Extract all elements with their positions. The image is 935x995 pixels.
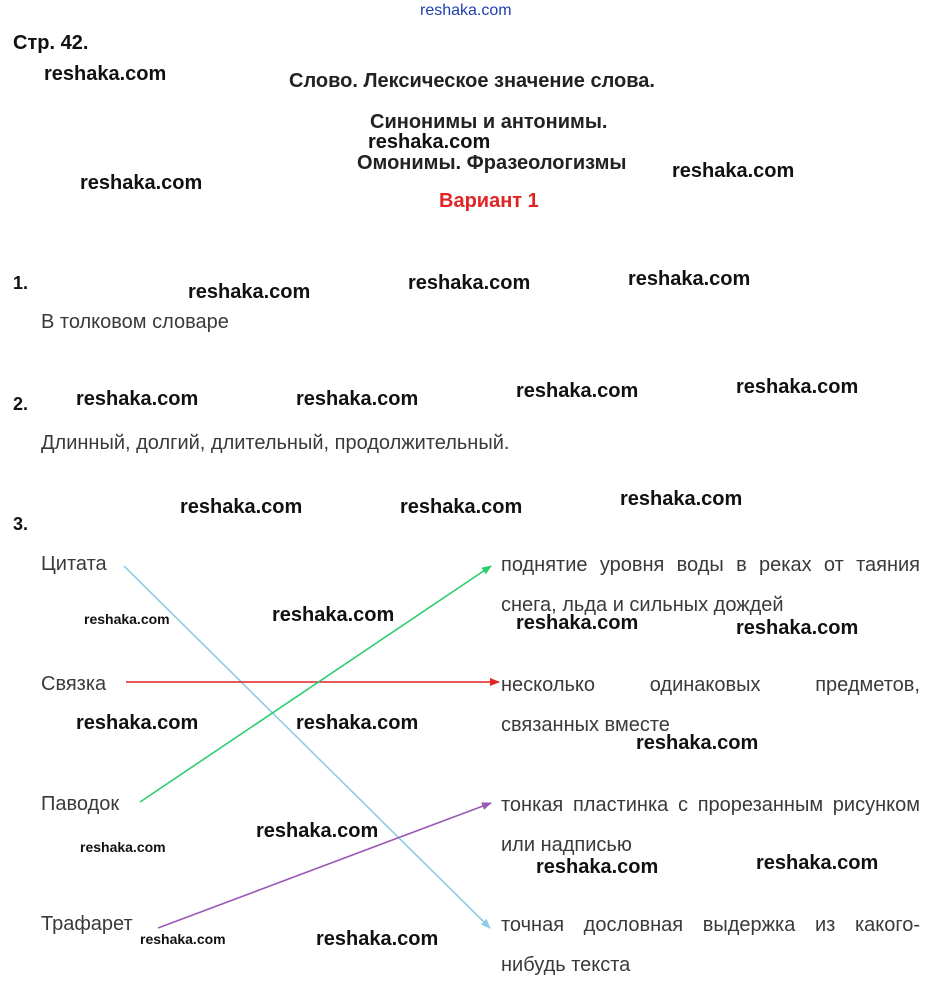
watermark: reshaka.com bbox=[256, 820, 379, 842]
match-word-trafaret: Трафарет bbox=[41, 913, 133, 935]
watermark: reshaka.com bbox=[536, 856, 659, 878]
watermark: reshaka.com bbox=[516, 380, 639, 402]
arrow-pavodok-to-definition-1 bbox=[140, 566, 491, 802]
watermark: reshaka.com bbox=[76, 712, 199, 734]
match-word-citata: Цитата bbox=[41, 553, 107, 575]
page-number: Стр. 42. bbox=[13, 32, 89, 54]
match-definition-4: точная дословная выдержка из какого-нибудь текста bbox=[501, 914, 920, 976]
title-line-3: Омонимы. Фразеологизмы bbox=[357, 152, 627, 174]
watermark: reshaka.com bbox=[80, 172, 203, 194]
variant-label: Вариант 1 bbox=[439, 190, 539, 212]
watermark: reshaka.com bbox=[408, 272, 531, 294]
question-3-number: 3. bbox=[13, 514, 29, 534]
match-definition-2: несколько одинаковых предметов, связанных вместе bbox=[501, 674, 920, 736]
question-2-answer: Длинный, долгий, длительный, продолжительный. bbox=[41, 432, 510, 454]
watermark: reshaka.com bbox=[44, 63, 167, 85]
watermark: reshaka.com bbox=[316, 928, 439, 950]
watermark: reshaka.com bbox=[628, 268, 751, 290]
watermark: reshaka.com bbox=[296, 712, 419, 734]
match-definition-3: тонкая пластинка с прорезанным рисунком или надписью bbox=[501, 794, 920, 856]
match-definition-1: поднятие уровня воды в реках от таяния снега, льда и сильных дождей bbox=[501, 554, 920, 616]
match-word-pavodok: Паводок bbox=[41, 793, 120, 815]
watermark-small: reshaka.com bbox=[84, 611, 170, 627]
watermark-small: reshaka.com bbox=[140, 931, 226, 947]
arrow-trafaret-to-definition-3 bbox=[158, 803, 491, 928]
watermark: reshaka.com bbox=[736, 376, 859, 398]
watermark: reshaka.com bbox=[400, 496, 523, 518]
watermark: reshaka.com bbox=[636, 732, 759, 754]
watermark: reshaka.com bbox=[672, 160, 795, 182]
watermark-small: reshaka.com bbox=[80, 839, 166, 855]
site-header-link[interactable]: reshaka.com bbox=[420, 2, 512, 19]
watermark: reshaka.com bbox=[516, 612, 639, 634]
title-line-2: Синонимы и антонимы. bbox=[370, 111, 608, 133]
match-word-svyazka: Связка bbox=[41, 673, 107, 695]
watermark: reshaka.com bbox=[368, 131, 491, 153]
watermark: reshaka.com bbox=[296, 388, 419, 410]
arrow-citata-to-definition-4 bbox=[124, 566, 490, 928]
watermark: reshaka.com bbox=[76, 388, 199, 410]
question-1-answer: В толковом словаре bbox=[41, 311, 229, 333]
watermark: reshaka.com bbox=[188, 281, 311, 303]
watermark: reshaka.com bbox=[620, 488, 743, 510]
title-line-1: Слово. Лексическое значение слова. bbox=[289, 70, 655, 92]
question-1-number: 1. bbox=[13, 273, 29, 293]
watermark: reshaka.com bbox=[180, 496, 303, 518]
watermark: reshaka.com bbox=[272, 604, 395, 626]
question-2-number: 2. bbox=[13, 394, 29, 414]
watermark: reshaka.com bbox=[756, 852, 879, 874]
watermark: reshaka.com bbox=[736, 617, 859, 639]
